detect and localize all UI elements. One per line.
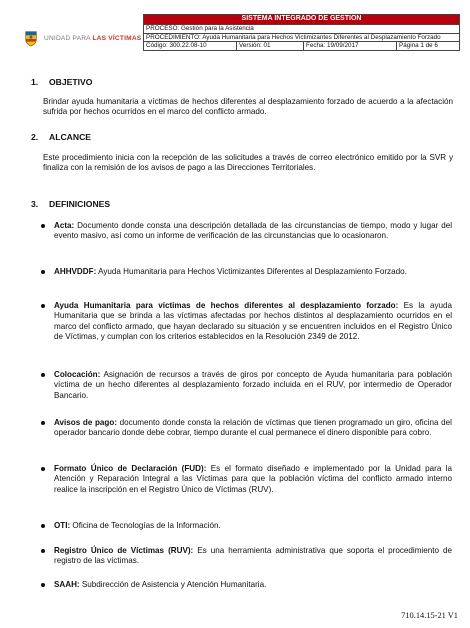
bullet-icon xyxy=(41,373,45,377)
system-title: SISTEMA INTEGRADO DE GESTION xyxy=(144,15,460,25)
procedure-label: PROCEDIMIENTO: Ayuda Humanitaria para Hechos Victimizantes Diferentes al Desplazamiento Forzado xyxy=(144,33,460,42)
bullet-icon xyxy=(41,549,45,553)
definition-text: Ayuda Humanitaria para Hechos Victimizantes Diferentes al Desplazamiento Forzado. xyxy=(96,267,407,276)
definition-item xyxy=(54,580,452,590)
definition-item xyxy=(54,418,452,439)
definition-term: Acta: xyxy=(54,221,75,230)
definition-text: Asignación de recursos a través de giros por concepto de Ayuda humanitaria para población víctima de un hecho diferentes al desplazamiento forzado incluida en el RUV, por intermedio de Operador Bancario. xyxy=(54,370,452,400)
definition-term: Registro Único de Víctimas (RUV): xyxy=(54,546,194,555)
header-table xyxy=(143,14,460,51)
bullet-icon xyxy=(41,224,45,228)
definition-text: Subdirección de Asistencia y Atención Humanitaria. xyxy=(79,580,267,589)
definition-item xyxy=(54,267,452,277)
section-definiciones-title: 3. DEFINICIONES xyxy=(31,199,111,209)
definition-item xyxy=(54,370,452,401)
definition-term: SAAH: xyxy=(54,580,80,589)
definition-term: Formato Único de Declaración (FUD): xyxy=(54,464,207,473)
definition-text: documento donde consta la relación de víctimas que tienen programado un giro, oficina del operador bancario donde debe cobrar, tiempo durante el cual permanece el dinero disponible para cobro. xyxy=(54,418,452,438)
definition-item xyxy=(54,301,452,342)
bullet-icon xyxy=(41,270,45,274)
objetivo-text: Brindar ayuda humanitaria a víctimas de hechos diferentes al desplazamiento forzado de acuerdo a la afectación sufrida por hechos ocurridos en el marco del conflicto armado. xyxy=(43,97,453,117)
definition-term: Colocación: xyxy=(54,370,101,379)
definition-item xyxy=(54,521,452,531)
section-alcance-title: 2. ALCANCE xyxy=(31,132,92,142)
definition-item xyxy=(54,546,452,567)
definition-item xyxy=(54,464,452,495)
alcance-text: Este procedimiento inicia con la recepción de las solicitudes a través de correo electrónico emitido por la SVR y finaliza con la remisión de los avisos de pago a las Direcciones Territoriales. xyxy=(43,153,453,173)
version-label: Versión: 01 xyxy=(237,42,304,51)
definition-text: Documento donde consta una descripción detallada de las circunstancias de tiempo, modo y lugar del evento masivo, así como un informe de verificación de las circunstancias que lo ocasionaron. xyxy=(54,221,452,241)
bullet-icon xyxy=(41,421,45,425)
logo-text: UNIDAD PARA LAS VÍCTIMAS xyxy=(44,34,142,42)
definition-term: OTI: xyxy=(54,521,71,530)
bullet-icon xyxy=(41,467,45,471)
footer-code: 710.14.15-21 V1 xyxy=(401,611,458,620)
logo xyxy=(12,14,142,62)
definition-term: AHHVDDF: xyxy=(54,267,97,276)
date-label: Fecha: 19/09/2017 xyxy=(304,42,397,51)
definition-text: Oficina de Tecnologías de la Información. xyxy=(70,521,221,530)
bullet-icon xyxy=(41,583,45,587)
bullet-icon xyxy=(41,524,45,528)
definition-text: Es la ayuda Humanitaria que se brinda a las víctimas afectadas por hechos distintos al desplazamiento ocurridos en el marco del conflicto armado, que hayan declarado su situación y se encuentren incluidos en el Registro Único de Víctimas, y cumplan con los criterios establecidos en la Resolución 2349 de 2012. xyxy=(54,301,453,341)
section-objetivo-title: 1. OBJETIVO xyxy=(31,77,93,87)
definition-item xyxy=(54,221,452,242)
process-label: PROCESO: Gestión para la Asistencia xyxy=(144,25,460,34)
definition-text: Es una herramienta administrativa que soporta el procedimiento de registro de las víctimas. xyxy=(54,546,452,566)
colombia-coat-of-arms-icon xyxy=(22,29,40,47)
bullet-icon xyxy=(41,304,45,308)
definition-text: Es el formato diseñado e implementado por la Unidad para la Atención y Reparación Integral a las Víctimas para que la población víctima del conflicto armado interno realice la inscripción en el Registro Único de Víctimas (RUV). xyxy=(54,464,453,494)
code-label: Código: 300.22.08-10 xyxy=(144,42,237,51)
definition-term: Ayuda Humanitaria para víctimas de hechos diferentes al desplazamiento forzado: xyxy=(54,301,399,310)
page-label: Página 1 de 6 xyxy=(397,42,460,51)
document-header xyxy=(12,14,460,62)
definition-term: Avisos de pago: xyxy=(54,418,118,427)
